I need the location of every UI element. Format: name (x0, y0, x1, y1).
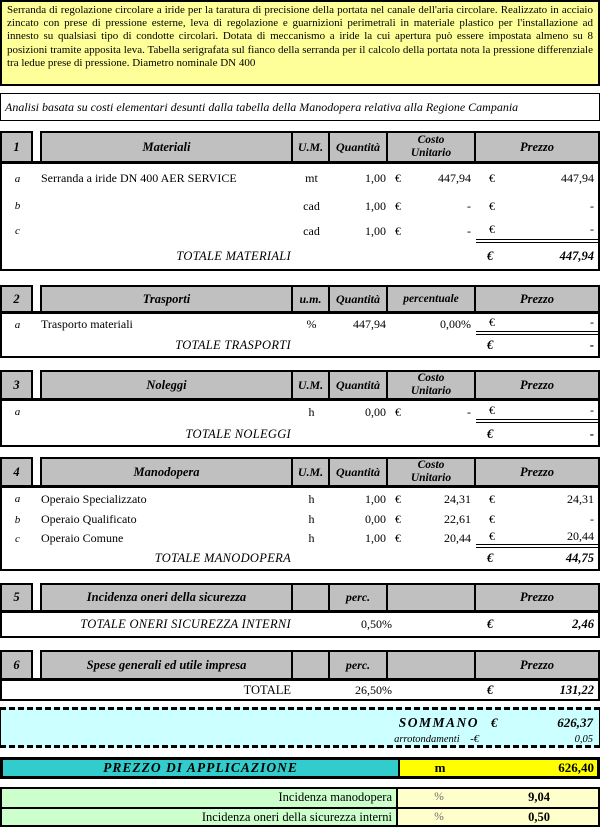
section-number: 6 (0, 650, 33, 680)
row-um: h (308, 531, 315, 545)
row-description: Operaio Comune (41, 531, 124, 545)
currency-symbol: € (491, 714, 498, 730)
sommano-label: SOMMANO (398, 714, 479, 730)
section-number: 1 (0, 131, 33, 163)
section-spese-header (0, 650, 600, 680)
row-unit-cost (388, 512, 476, 527)
price-value: - (590, 221, 594, 236)
section-trasporti-header (0, 285, 600, 313)
row-quantity: 1,00 (365, 223, 386, 238)
row-description: Operaio Qualificato (41, 512, 137, 526)
row-um: h (308, 512, 315, 526)
row-price-double-rule (476, 219, 598, 243)
price-value: 24,31 (567, 491, 594, 506)
total-row (2, 335, 598, 356)
costo-header-line1: Costo (417, 459, 445, 471)
section-manodopera-header (0, 457, 600, 487)
column-header-um: U.M. (291, 370, 330, 400)
unit-cost-value: 447,94 (438, 171, 471, 185)
sommano-value: 626,37 (557, 714, 593, 730)
section-number: 3 (0, 370, 33, 400)
column-header-blank (386, 583, 476, 612)
header-spacer (33, 370, 40, 400)
table-row (2, 219, 598, 243)
currency-symbol: € (395, 171, 401, 185)
price-value: - (590, 402, 594, 417)
row-um: h (308, 491, 315, 506)
unit-cost-value: - (467, 198, 471, 213)
row-price-double-rule (476, 401, 598, 423)
column-header-quantita: Quantità (328, 457, 388, 487)
column-header-um: u.m. (291, 285, 330, 313)
currency-symbol: € (489, 529, 495, 543)
row-quantity: 1,00 (365, 198, 386, 213)
rounding-value: 0,05 (574, 733, 593, 745)
row-um: cad (303, 198, 320, 213)
section-title: Spese generali ed utile impresa (40, 650, 293, 680)
incidenze-block (0, 787, 600, 827)
incidenza-unit: % (398, 789, 480, 807)
column-header-um: U.M. (291, 131, 330, 163)
total-value: 447,94 (559, 248, 594, 263)
row-unit-cost (388, 531, 476, 546)
table-row (2, 401, 598, 423)
currency-symbol: € (395, 198, 401, 213)
row-letter: a (14, 318, 21, 331)
row-letter: a (14, 406, 21, 418)
row-um: cad (303, 223, 320, 238)
total-value: 44,75 (565, 551, 594, 565)
section-noleggi-header (0, 370, 600, 400)
sommano-row (1, 713, 599, 732)
total-price (474, 243, 598, 269)
column-header-perc: perc. (328, 583, 388, 612)
total-value: 2,46 (572, 617, 594, 631)
row-um: mt (305, 171, 318, 185)
total-percentage: 26,50% (355, 682, 392, 697)
row-unit-cost (388, 199, 476, 214)
price-value: 20,44 (567, 529, 594, 543)
sommano-block (0, 707, 600, 748)
row-um: h (308, 404, 315, 419)
currency-symbol: € (395, 512, 401, 526)
row-price (476, 488, 598, 510)
column-header-prezzo: Prezzo (474, 131, 600, 163)
row-um: % (306, 317, 317, 331)
table-row (2, 164, 598, 193)
analysis-note-box (0, 93, 600, 121)
section-materiali-header (0, 131, 600, 163)
section-spese-body (0, 678, 600, 701)
total-label: TOTALE MATERIALI (176, 248, 291, 263)
section-oneri-sicurezza (0, 583, 600, 638)
row-price (476, 193, 598, 219)
price-value: 447,94 (561, 171, 594, 185)
costo-header-line1: Costo (417, 134, 445, 146)
total-label: TOTALE MANODOPERA (154, 551, 291, 565)
total-row (2, 681, 598, 699)
total-price (474, 681, 598, 699)
section-manodopera (0, 457, 600, 571)
total-value: 131,22 (559, 682, 594, 697)
currency-symbol: € (489, 491, 495, 506)
price-value: - (590, 198, 594, 213)
currency-symbol: € (487, 338, 494, 352)
row-letter: a (14, 172, 21, 185)
total-label: TOTALE (243, 682, 291, 697)
costo-header-line2: Unitario (410, 147, 452, 159)
incidenza-label: Incidenza oneri della sicurezza interni (2, 809, 398, 825)
column-header-costo-unitario (386, 457, 476, 487)
currency-symbol: € (395, 491, 401, 506)
row-unit-cost (388, 492, 476, 507)
currency-symbol: € (395, 404, 401, 419)
total-label: TOTALE NOLEGGI (185, 426, 291, 441)
price-value: - (590, 512, 594, 526)
rounding-row (1, 732, 599, 746)
section-manodopera-body (0, 485, 600, 571)
prezzo-applicazione-row (0, 757, 600, 779)
table-row (2, 488, 598, 510)
row-price-double-rule (476, 314, 598, 335)
total-row (2, 243, 598, 269)
table-row (2, 193, 598, 219)
costo-header-line2: Unitario (410, 472, 452, 484)
row-price (476, 510, 598, 529)
currency-symbol: € (395, 531, 401, 545)
total-price (474, 335, 598, 356)
section-materiali (0, 131, 600, 271)
percentage-value: 0,00% (440, 317, 471, 331)
row-quantity: 1,00 (365, 531, 386, 545)
row-quantity: 1,00 (365, 491, 386, 506)
section-number: 5 (0, 583, 33, 612)
currency-symbol: € (489, 315, 495, 329)
currency-symbol: € (489, 512, 495, 526)
section-number: 2 (0, 285, 33, 313)
row-quantity: 0,00 (365, 404, 386, 419)
column-header-costo-unitario (386, 131, 476, 163)
header-spacer (33, 457, 40, 487)
incidenza-value: 0,50 (480, 809, 598, 825)
row-description: Serranda a iride DN 400 AER SERVICE (41, 171, 237, 185)
prezzo-applicazione-label: PREZZO DI APPLICAZIONE (3, 760, 400, 776)
total-label: TOTALE TRASPORTI (175, 338, 291, 352)
column-header-costo-unitario (386, 370, 476, 400)
row-unit-cost (388, 171, 476, 186)
row-unit-cost (388, 405, 476, 420)
section-title: Noleggi (40, 370, 293, 400)
analysis-note-text: Analisi basata su costi elementari desunti dalla tabella della Manodopera relativa alla Regione Campania (5, 99, 519, 114)
section-title: Materiali (40, 131, 293, 163)
column-header-um: U.M. (291, 457, 330, 487)
row-letter: b (14, 200, 21, 212)
column-header-perc: perc. (328, 650, 388, 680)
currency-symbol: € (395, 223, 401, 238)
currency-symbol: € (489, 221, 495, 236)
row-quantity: 0,00 (365, 512, 386, 526)
section-materiali-body (0, 161, 600, 271)
column-header-prezzo: Prezzo (474, 457, 600, 487)
total-value: - (589, 426, 594, 441)
total-row (2, 548, 598, 569)
row-letter: a (14, 493, 21, 505)
section-trasporti (0, 285, 600, 358)
total-price (474, 423, 598, 445)
unit-cost-value: - (467, 223, 471, 238)
column-header-quantita: Quantità (328, 285, 388, 313)
currency-symbol: € (489, 198, 495, 213)
currency-symbol: € (487, 617, 494, 631)
currency-symbol: € (487, 248, 494, 263)
section-oneri-header (0, 583, 600, 612)
row-percentage (388, 317, 476, 332)
section-oneri-body (0, 610, 600, 638)
column-header-blank (291, 583, 330, 612)
table-row (2, 529, 598, 548)
section-number: 4 (0, 457, 33, 487)
section-title: Incidenza oneri della sicurezza (40, 583, 293, 612)
row-description: Trasporto materiali (41, 317, 133, 331)
section-title: Trasporti (40, 285, 293, 313)
row-price-double-rule (476, 529, 598, 548)
incidenza-unit: % (398, 809, 480, 825)
incidenza-value: 9,04 (480, 789, 598, 807)
row-unit-cost (388, 224, 476, 239)
rounding-currency: -€ (470, 733, 479, 745)
row-description: Operaio Specializzato (41, 491, 147, 506)
unit-cost-value: 20,44 (444, 531, 471, 545)
section-noleggi (0, 370, 600, 447)
rounding-label: arrotondamenti (394, 733, 460, 745)
column-header-quantita: Quantità (328, 131, 388, 163)
costo-header-line2: Unitario (410, 385, 452, 397)
incidenza-label: Incidenza manodopera (2, 789, 398, 807)
table-row (2, 510, 598, 529)
unit-cost-value: - (467, 404, 471, 419)
header-spacer (33, 650, 40, 680)
row-quantity: 1,00 (365, 171, 386, 185)
row-letter: b (14, 513, 21, 526)
column-header-prezzo: Prezzo (474, 370, 600, 400)
section-noleggi-body (0, 398, 600, 447)
section-title: Manodopera (40, 457, 293, 487)
unit-cost-value: 24,31 (444, 491, 471, 506)
total-percentage: 0,50% (361, 617, 392, 631)
currency-symbol: € (489, 402, 495, 417)
percentuale-header-line1: percentuale (403, 292, 459, 305)
item-description: Serranda di regolazione circolare a iride per la taratura di precisione della portata nel canale dell'aria circolare. Realizzato in acciaio zincato con prese di pressione esterne, leva di regolazione e guarnizioni perimetrali in materiale plastico per l'installazione ad innesto su qualsiasi tipo di condotte circolari. Dotata di meccanismo a iride la cui apertura può essere impostata almeno su 8 posizioni tramite apposita leva. Tabella serigrafata sul fianco della serranda per il calcolo della portata nota la pressione differenziale tra ledue prese di pressione. Diametro nominale DN 400 (0, 0, 600, 86)
total-price (474, 613, 598, 636)
unit-cost-value: 22,61 (444, 512, 471, 526)
total-price (474, 548, 598, 569)
incidenza-row (2, 807, 598, 825)
total-value: - (589, 338, 594, 352)
total-label: TOTALE ONERI SICUREZZA INTERNI (80, 617, 291, 631)
header-spacer (33, 131, 40, 163)
row-letter: c (15, 225, 20, 237)
rounding-label-cell (1, 734, 479, 745)
row-quantity: 447,94 (353, 317, 386, 331)
header-spacer (33, 583, 40, 612)
header-spacer (33, 285, 40, 313)
column-header-prezzo: Prezzo (474, 285, 600, 313)
column-header-prezzo: Prezzo (474, 650, 600, 680)
section-spese-generali (0, 650, 600, 701)
column-header-blank (386, 650, 476, 680)
column-header-prezzo: Prezzo (474, 583, 600, 612)
row-price (476, 164, 598, 193)
currency-symbol: € (487, 426, 494, 441)
total-row (2, 613, 598, 636)
column-header-percentuale (386, 285, 476, 313)
price-value: - (590, 315, 594, 329)
currency-symbol: € (489, 171, 495, 185)
column-header-blank (291, 650, 330, 680)
total-row (2, 423, 598, 445)
section-trasporti-body (0, 311, 600, 358)
currency-symbol: € (487, 551, 494, 565)
prezzo-applicazione-value: 626,40 (480, 760, 597, 776)
incidenza-row (2, 789, 598, 807)
costo-header-line1: Costo (417, 372, 445, 384)
column-header-quantita: Quantità (328, 370, 388, 400)
prezzo-applicazione-unit: m (400, 760, 480, 776)
row-letter: c (15, 532, 20, 545)
currency-symbol: € (487, 682, 494, 697)
table-row (2, 314, 598, 335)
